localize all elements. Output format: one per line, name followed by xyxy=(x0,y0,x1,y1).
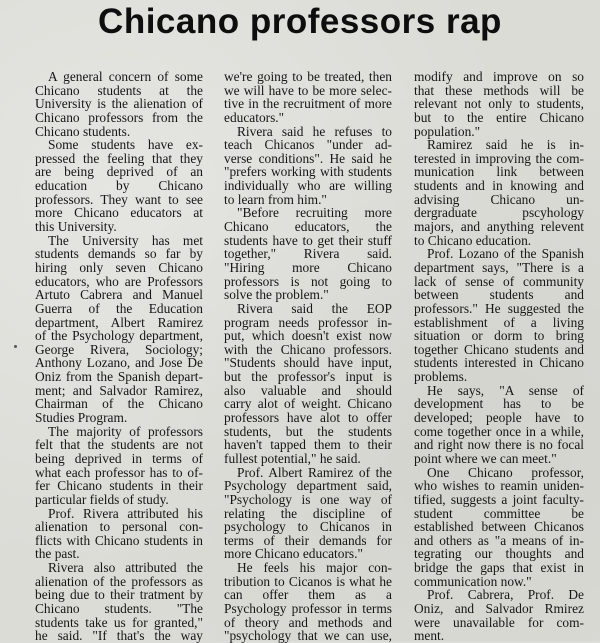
text-line: professors." He suggested the xyxy=(414,300,584,316)
text-line: department, Albert Ramirez xyxy=(35,314,203,330)
text-line: He feels his major con- xyxy=(237,560,392,576)
text-line: professors have alot to offer xyxy=(224,410,392,426)
text-line: and right now there is no focal xyxy=(414,437,584,453)
article-column-2 xyxy=(224,70,392,643)
text-line: point where we can meet." xyxy=(414,450,557,466)
text-line: Chicano educators, the xyxy=(224,219,392,235)
text-line: Chicano students at the xyxy=(35,82,203,98)
text-line: solve the problem." xyxy=(224,287,329,303)
text-line: Chairman of the Chicano xyxy=(35,396,203,412)
text-line: "Before recruiting more xyxy=(237,205,392,221)
text-line: The University has met xyxy=(48,232,203,248)
text-line: developed; people have to xyxy=(414,410,584,426)
text-line: development has to be xyxy=(414,396,584,412)
text-line: Prof. Lozano of the Spanish xyxy=(427,246,584,262)
text-line: educators." xyxy=(224,109,285,125)
text-line: George Rivera, Sociology; xyxy=(35,341,203,357)
text-line: but to the entire Chicano xyxy=(414,109,584,125)
text-line: "prefers working with students xyxy=(224,164,392,180)
text-line: fer Chicano students in their xyxy=(35,478,203,494)
text-line: Rivera also attributed the xyxy=(48,560,203,576)
text-line: particular fields of study. xyxy=(35,491,169,507)
text-line: Guerra of the Education xyxy=(35,300,203,316)
text-line: verse conditions". He said he xyxy=(224,150,392,166)
text-line: tified, suggests a joint faculty- xyxy=(414,491,584,507)
text-line: "Hiring more Chicano xyxy=(224,259,392,275)
text-line: The majority of professors xyxy=(48,423,203,439)
text-line: establishment of a living xyxy=(414,314,584,330)
headline: Chicano professors rap xyxy=(98,2,502,41)
article-column-1 xyxy=(35,70,203,643)
text-line: with the Chicano professors. xyxy=(224,341,392,357)
text-line: "psychology that we can use, xyxy=(224,628,392,643)
text-line: of theory and methods and xyxy=(224,614,392,630)
text-line: munication link between xyxy=(414,164,584,180)
text-line: individually who are willing xyxy=(224,178,392,194)
text-line: to learn from him." xyxy=(224,191,327,207)
text-line: the past. xyxy=(35,546,80,562)
text-line: situation or dorm to bring xyxy=(414,328,584,344)
text-line: are being deprived of an xyxy=(35,164,203,180)
text-line: Rivera said the EOP xyxy=(237,300,392,316)
text-line: professors. They want to see xyxy=(35,191,203,207)
text-line: tive in the recruitment of more xyxy=(224,96,392,112)
text-line: Rivera said he refuses to xyxy=(237,123,392,139)
text-line: terms of their demands for xyxy=(224,532,392,548)
text-line: can offer them as a xyxy=(224,587,392,603)
text-line: Chicano students. "The xyxy=(35,600,203,616)
text-line: put, which doesn't exist now xyxy=(224,328,392,344)
text-line: hiring only seven Chicano xyxy=(35,259,203,275)
text-line: terested in improving the com- xyxy=(414,150,584,166)
text-line: were unavailable for com- xyxy=(414,614,584,630)
text-line: this University. xyxy=(35,219,117,235)
text-line: tegrating our thoughts and xyxy=(414,546,584,562)
text-line: modify and improve on so xyxy=(414,69,584,84)
text-line: more Chicano educators at xyxy=(35,205,203,221)
text-line: established between Chicanos xyxy=(414,519,584,535)
text-line: Psychology department said, xyxy=(224,478,392,494)
text-line: bridge the gaps that exist in xyxy=(414,560,584,576)
text-line: educators, who are Professors xyxy=(35,273,203,289)
text-line: carry alot of weight. Chicano xyxy=(224,396,392,412)
text-line: that these methods will be xyxy=(414,82,584,98)
text-line: Oniz from the Spanish depart- xyxy=(35,369,203,385)
text-line: also valuable and should xyxy=(224,382,392,398)
text-line: together," Rivera said. xyxy=(224,246,392,262)
article-column-3 xyxy=(414,70,584,643)
text-line: fullest potential," he said. xyxy=(224,450,361,466)
text-line: student committee be xyxy=(414,505,584,521)
print-speck xyxy=(14,345,17,348)
text-line: relevant not only to students, xyxy=(414,96,584,112)
text-line: tribution to Cicanos is what he xyxy=(224,573,392,589)
text-line: relating the discipline of xyxy=(224,505,392,521)
text-line: dergraduate pscyhology xyxy=(414,205,584,221)
text-line: A general concern of some xyxy=(48,69,203,84)
text-line: students and in knowing and xyxy=(414,178,584,194)
text-line: what each professor has to of- xyxy=(35,464,203,480)
text-line: he said. "If that's the way xyxy=(35,628,203,643)
text-line: psychology to Chicanos in xyxy=(224,519,392,535)
text-line: Oniz, and Salvador Rmirez xyxy=(414,600,584,616)
text-line: together Chicano students and xyxy=(414,341,584,357)
text-line: Artuto Cabrera and Manuel xyxy=(35,287,203,303)
text-line: students, but the students xyxy=(224,423,392,439)
text-line: problems. xyxy=(414,369,468,385)
text-line: University is the alienation of xyxy=(35,96,203,112)
text-line: "Psychology is one way of xyxy=(224,491,392,507)
text-line: we're going to be treated, then xyxy=(224,69,392,84)
text-line: felt that the students are not xyxy=(35,437,203,453)
text-line: Prof. Cabrera, Prof. De xyxy=(427,587,584,603)
text-line: One Chicano professor, xyxy=(427,464,584,480)
text-line: teach Chicanos "under ad- xyxy=(224,137,392,153)
text-line: Chicano professors from the xyxy=(35,109,203,125)
text-line: between students and xyxy=(414,287,584,303)
text-line: come together once in a while, xyxy=(414,423,584,439)
text-line: lack of sense of community xyxy=(414,273,584,289)
text-line: alienation to personal con- xyxy=(35,519,203,535)
text-line: Ramirez said he is in- xyxy=(427,137,584,153)
text-line: Studies Program. xyxy=(35,410,128,426)
text-line: Chicano students. xyxy=(35,123,131,139)
text-line: who wishes to reamin uniden- xyxy=(414,478,584,494)
text-line: being deprived in terms of xyxy=(35,450,203,466)
text-line: department says, "There is a xyxy=(414,259,584,275)
text-line: professors is not going to xyxy=(224,273,392,289)
text-line: communication now." xyxy=(414,573,532,589)
text-line: alienation of the professors as xyxy=(35,573,203,589)
text-line: Anthony Lozano, and Jose De xyxy=(35,355,203,371)
text-line: students demands so far by xyxy=(35,246,203,262)
text-line: students interested in Chicano xyxy=(414,355,584,371)
text-line: Some students have ex- xyxy=(48,137,203,153)
text-line: majors, and anything relevent xyxy=(414,219,584,235)
text-line: to Chicano education. xyxy=(414,232,532,248)
text-line: being due to their tratment by xyxy=(35,587,203,603)
text-line: pressed the feeling that they xyxy=(35,150,203,166)
text-line: program needs professor in- xyxy=(224,314,392,330)
text-line: ment. xyxy=(414,628,445,643)
text-line: Psychology professor in terms xyxy=(224,600,392,616)
text-line: haven't tapped them to their xyxy=(224,437,392,453)
text-line: flicts with Chicano students in xyxy=(35,532,203,548)
text-line: students take us for granted," xyxy=(35,614,203,630)
text-line: advising Chicano un- xyxy=(414,191,584,207)
text-line: we will have to be more selec- xyxy=(224,82,392,98)
text-line: Prof. Rivera attributed his xyxy=(48,505,203,521)
text-line: and others as "a means of in- xyxy=(414,532,584,548)
text-line: "Students should have input, xyxy=(224,355,392,371)
text-line: more Chicano educators." xyxy=(224,546,363,562)
text-line: students have to get their stuff xyxy=(224,232,392,248)
text-line: education by Chicano xyxy=(35,178,203,194)
text-line: Prof. Albert Ramirez of the xyxy=(237,464,392,480)
text-line: ment; and Salvador Ramirez, xyxy=(35,382,203,398)
text-line: of the Psychology department, xyxy=(35,328,203,344)
text-line: population." xyxy=(414,123,481,139)
text-line: He says, "A sense of xyxy=(427,382,584,398)
text-line: but the professor's input is xyxy=(224,369,392,385)
